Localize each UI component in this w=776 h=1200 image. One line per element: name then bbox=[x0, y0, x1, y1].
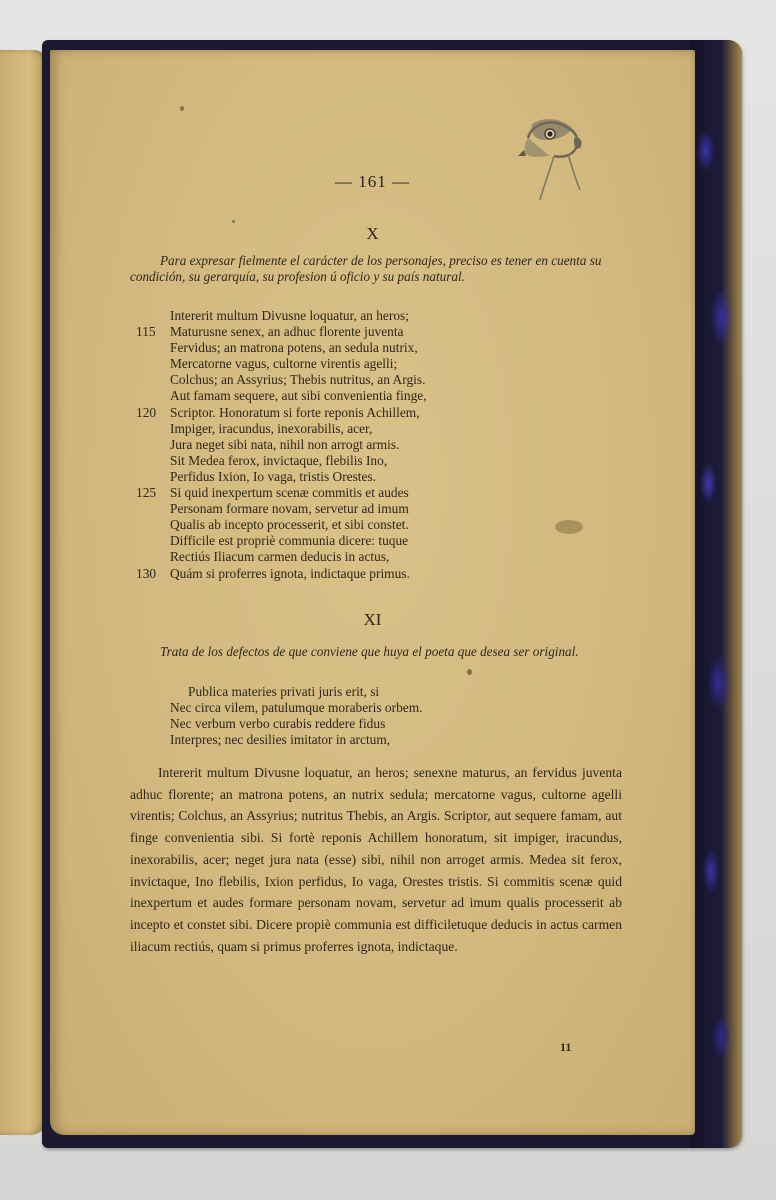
verse-line: Sit Medea ferox, invictaque, flebilis Ino, bbox=[170, 452, 388, 468]
ink-spot bbox=[180, 106, 184, 111]
section-x-rubric: Para expresar fielmente el carácter de los personajes, preciso es tener en cuenta su condición, su gerarquía, su profesion ú oficio y su país natural. bbox=[130, 253, 602, 284]
ink-spot bbox=[232, 220, 235, 223]
signature-mark: 11 bbox=[560, 1040, 572, 1054]
verse-line: Qualis ab incepto processerit, et sibi constet. bbox=[170, 517, 409, 533]
verse-line: Perfidus Ixion, Io vaga, tristis Orestes. bbox=[170, 468, 377, 484]
verse-line: Nec circa vilem, patulumque moraberis orbem. bbox=[170, 700, 423, 715]
facing-page-edge bbox=[0, 50, 48, 1135]
verse-line: Aut famam sequere, aut sibi convenientia finge, bbox=[170, 388, 427, 404]
verse-line: 115 Maturusne senex, an adhuc florente juventa bbox=[136, 324, 404, 340]
verse-line: Jura neget sibi nata, nihil non arrogt armis. bbox=[170, 436, 400, 452]
ink-spot bbox=[467, 669, 472, 675]
section-numeral-xi: XI bbox=[363, 610, 382, 629]
prose-translation: Intererit multum Divusne loquatur, an heros; senexne maturus, an fervidus juventa adhuc florente; an matrona potens, an nutrix sedula; mercatorne vagus, cultorne agelli virentis; Colchus, an Assyrius; nutritus Thebis, an Argis. Scriptor, aut sequere famam, aut finge convenientia sibi. Si fortè reponis Achillem honoratum, sit impiger, iracundus, inexorabilis, acer; neget jura nata (esse) sibi, nihil non arroget armis. Medea sit ferox, invictaque, Ino flebilis, Ixion perfidus, Io vaga, Orestes tristis. Si commitis scenæ quid inexpertum et audes formare personam novam, servetur ad imum qualis processerit ab incepto et constet sibi. Dicere propiè communia est difficiletuque deducis in actus carmen iliacum rectiús, quam si primus proferres ignota, indictaque. bbox=[130, 765, 622, 954]
verse-line: Mercatorne vagus, cultorne virentis agelli; bbox=[170, 356, 398, 372]
verse-line: 125 Si quid inexpertum scenæ commitis et audes bbox=[136, 485, 409, 501]
verse-line: Personam formare novam, servetur ad imum bbox=[170, 501, 409, 517]
verse-line: Impiger, iracundus, inexorabilis, acer, bbox=[170, 420, 373, 436]
verse-line: 120 Scriptor. Honoratum si forte reponis Achillem, bbox=[136, 404, 420, 420]
verse-line: 130 Quám si proferres ignota, indictaque primus. bbox=[136, 565, 410, 581]
verse-line: Intererit multum Divusne loquatur, an heros; bbox=[170, 308, 409, 323]
section-xi-rubric: Trata de los defectos de que conviene que huya el poeta que desea ser original. bbox=[160, 644, 579, 659]
verse-line: Nec verbum verbo curabis reddere fidus bbox=[170, 716, 386, 731]
verse-line: Fervidus; an matrona potens, an sedula nutrix, bbox=[170, 340, 418, 356]
verse-line: Interpres; nec desilies imitator in arctum, bbox=[170, 732, 391, 747]
verse-line: Rectiús Iliacum carmen deducis in actus, bbox=[170, 549, 390, 565]
section-numeral-x: X bbox=[366, 224, 379, 243]
book-page bbox=[50, 50, 695, 1135]
verse-line: Publica materies privati juris erit, si bbox=[188, 684, 380, 699]
stain bbox=[555, 520, 583, 534]
section-xi-verses bbox=[130, 684, 630, 748]
verse-line: Colchus; an Assyrius; Thebis nutritus, an Argis. bbox=[170, 372, 426, 388]
section-x-verses bbox=[130, 308, 630, 582]
verse-line: Difficile est propriè communia dicere: tuque bbox=[170, 533, 409, 549]
marbled-cover-edge bbox=[690, 40, 742, 1148]
page-number: — 161 — bbox=[335, 172, 410, 191]
